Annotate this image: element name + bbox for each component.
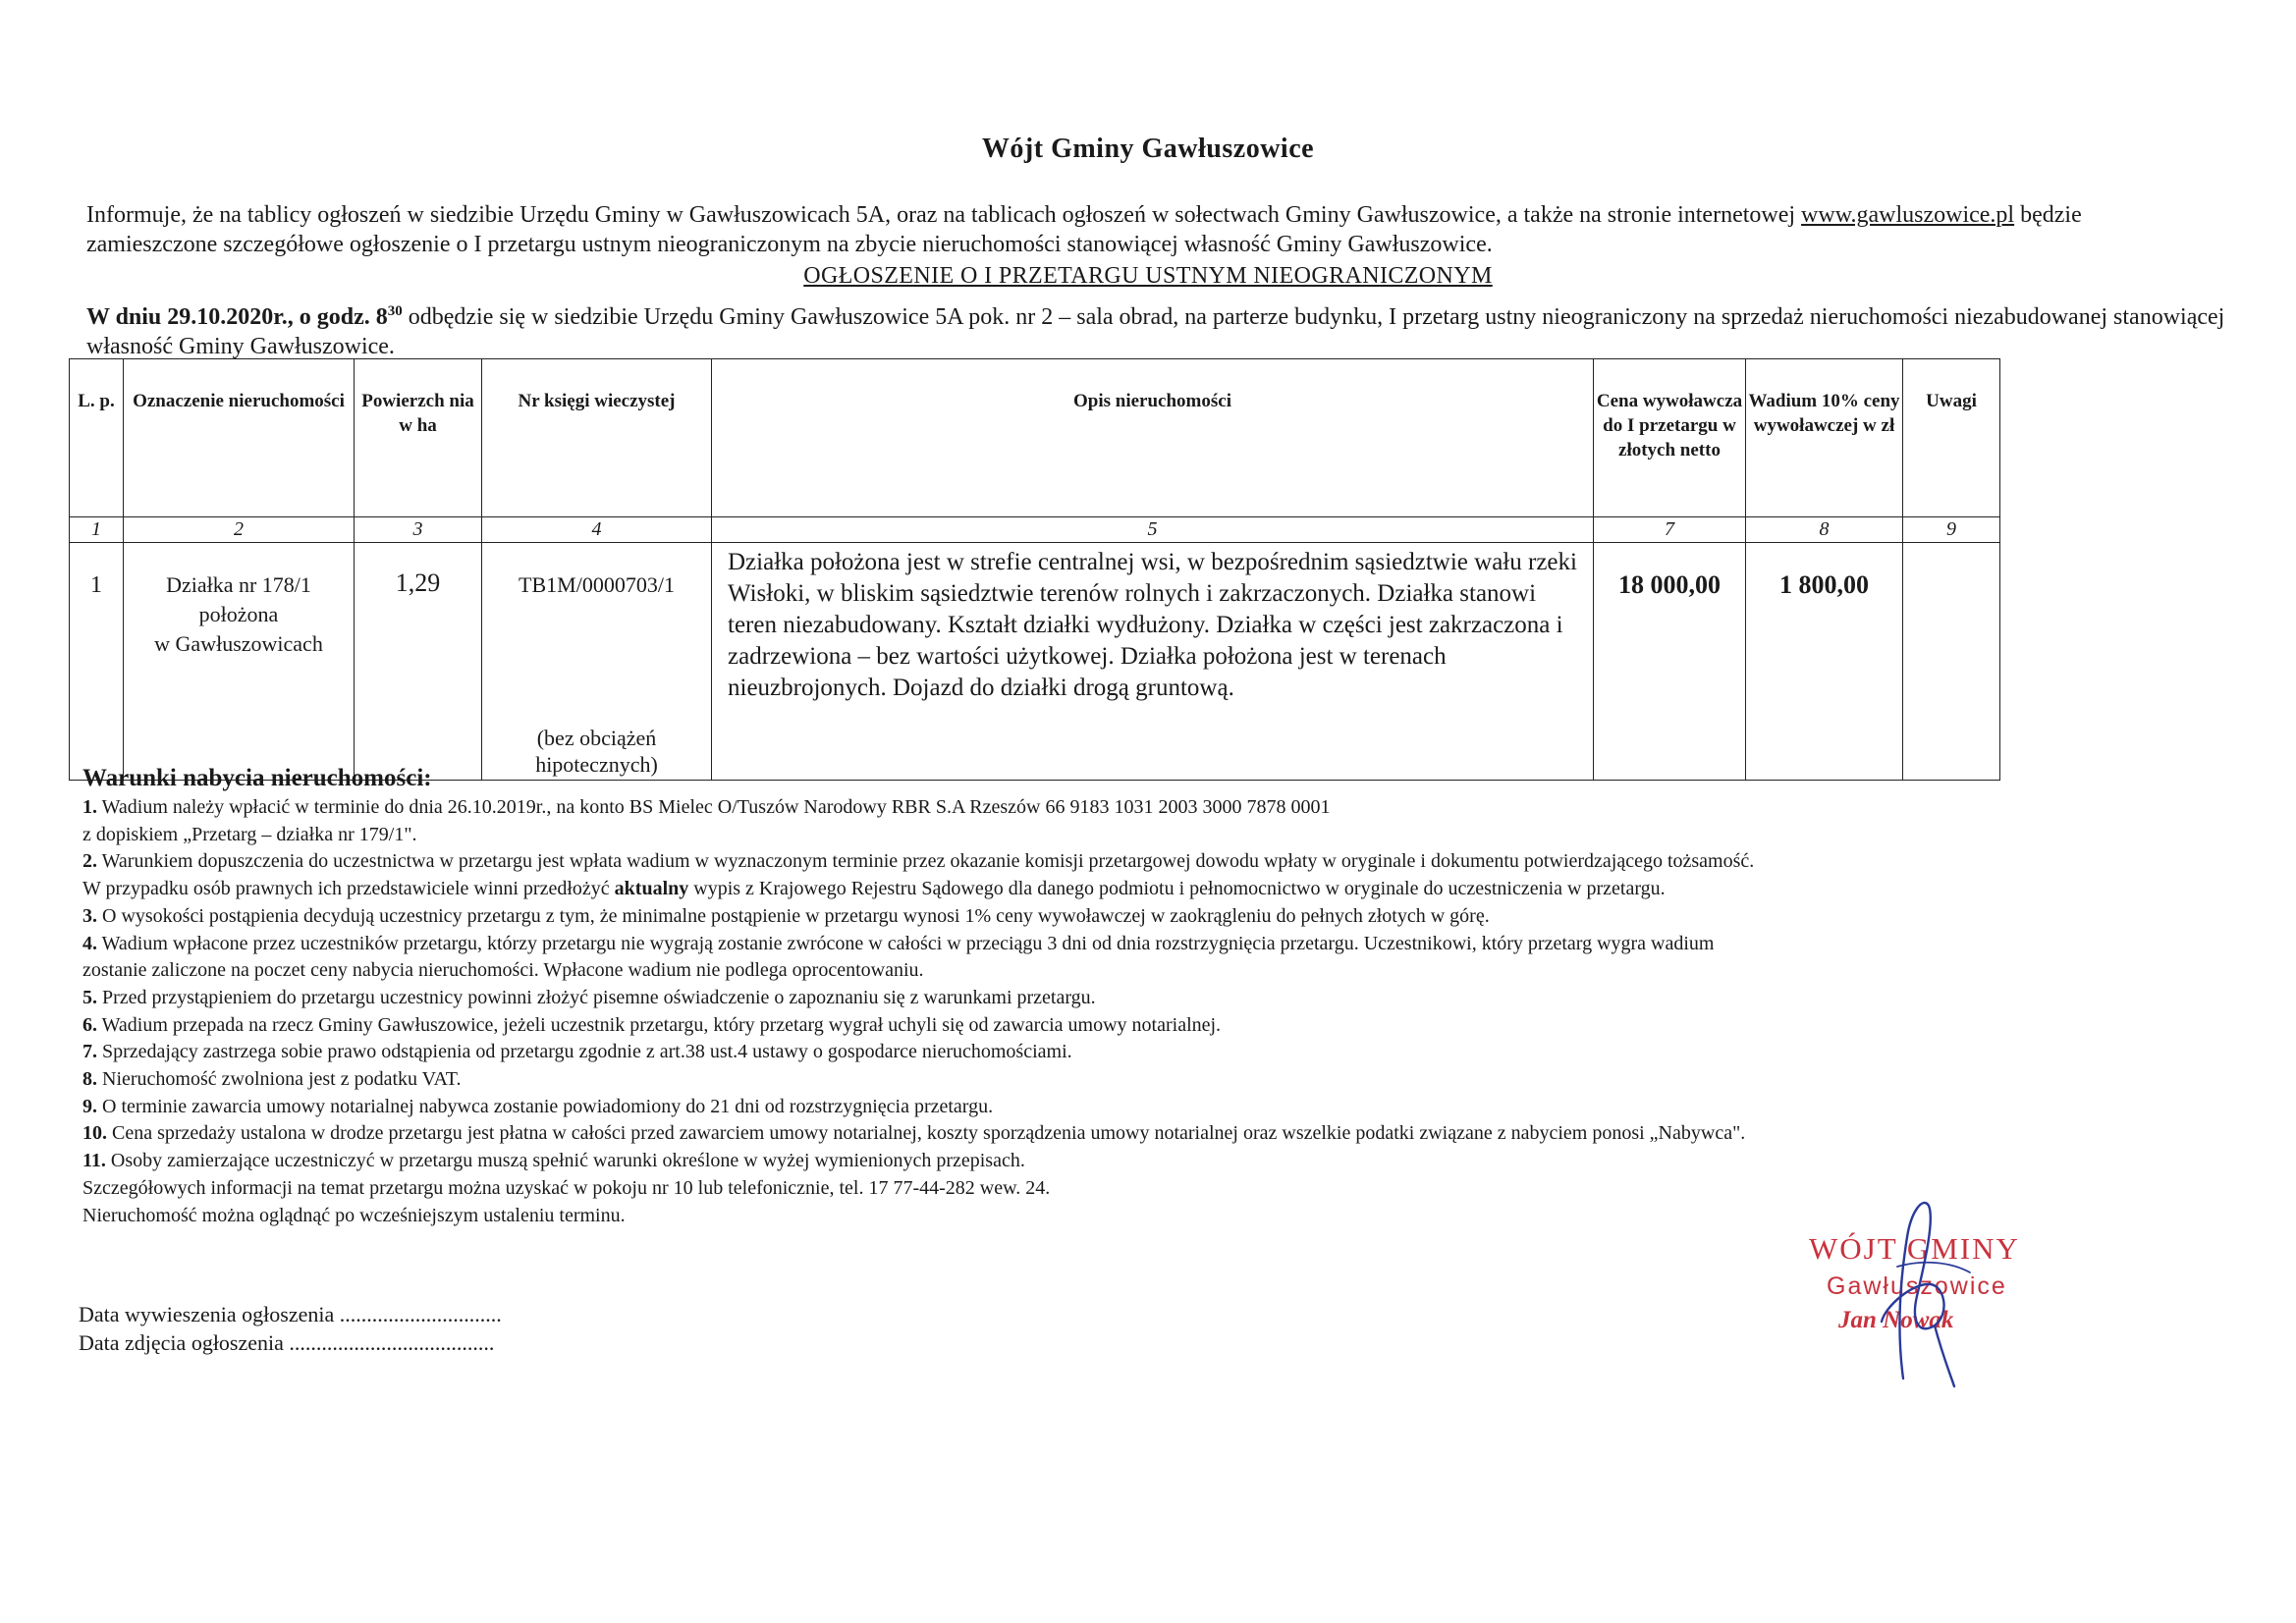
auction-info bbox=[86, 297, 2227, 361]
condition-item: 6. Wadium przepada na rzecz Gminy Gawłuszowice, jeżeli uczestnik przetargu, który przetarg wygrał uchyli się od zawarcia umowy notarialnej. bbox=[82, 1013, 1222, 1036]
intro-text-continued: będzie zamieszczone szczegółowe ogłoszenie o I przetargu ustnym nieograniczonym na zbycie nieruchomości stanowiącej własność Gminy Gawłuszowice. bbox=[86, 202, 2082, 257]
cell-opis: Działka położona jest w strefie centralnej wsi, w bezpośrednim sąsiedztwie wału rzeki Wisłoki, w bliskim sąsiedztwie terenów rolnych i zakrzaczonych. Działka stanowi teren niezabudowany. Kształt działki wydłużony. Działka w części jest zakrzaczona i zadrzewiona – bez wartości użytkowej. Działka położona jest w terenach nieuzbrojonych. Dojazd do działki drogą gruntową. bbox=[712, 543, 1594, 781]
header-kw: Nr księgi wieczystej bbox=[482, 359, 712, 517]
website-link[interactable]: www.gawluszowice.pl bbox=[1801, 202, 2015, 228]
header-uwagi: Uwagi bbox=[1903, 359, 2000, 517]
official-stamp bbox=[1787, 1168, 2082, 1394]
document-title: Wójt Gminy Gawłuszowice bbox=[981, 134, 1315, 164]
header-cena: Cena wywoławcza do I przetargu w złotych netto bbox=[1594, 359, 1746, 517]
table-row bbox=[70, 543, 2000, 781]
column-number-row bbox=[70, 517, 2000, 543]
intro-text: Informuje, że na tablicy ogłoszeń w siedzibie Urzędu Gminy w Gawłuszowicach 5A, oraz na tablicach ogłoszeń w sołectwach Gminy Gawłuszowice, a także na stronie internetowej bbox=[86, 202, 1796, 228]
cell-uwagi bbox=[1903, 543, 2000, 781]
encumbrance-note: (bez obciążeń hipotecznych) bbox=[535, 726, 658, 777]
header-oznaczenie: Oznaczenie nieruchomości bbox=[124, 359, 355, 517]
column-number: 1 bbox=[70, 517, 124, 543]
info-line: Szczegółowych informacji na temat przetargu można uzyskać w pokoju nr 10 lub telefonicznie, tel. 17 77-44-282 wew. 24. bbox=[82, 1176, 1051, 1199]
viewing-line: Nieruchomość można oglądnąć po wcześniejszym ustaleniu terminu. bbox=[82, 1204, 626, 1226]
removed-date-line: Data zdjęcia ogłoszenia ...................................... bbox=[79, 1330, 495, 1355]
condition-item-continued: zostanie zaliczone na poczet ceny nabycia nieruchomości. Wpłacone wadium nie podlega oprocentowaniu. bbox=[82, 959, 924, 982]
header-wadium: Wadium 10% ceny wywoławczej w zł bbox=[1746, 359, 1903, 517]
column-number: 2 bbox=[124, 517, 355, 543]
cell-oznaczenie bbox=[124, 543, 355, 781]
stamp-name: Jan Nowak bbox=[1838, 1307, 1954, 1333]
cell-cena: 18 000,00 bbox=[1594, 543, 1746, 781]
header-powierzchnia: Powierzch nia w ha bbox=[355, 359, 482, 517]
condition-item: 9. O terminie zawarcia umowy notarialnej nabywca zostanie powiadomiony do 21 dni od rozstrzygnięcia przetargu. bbox=[82, 1095, 994, 1117]
posted-date-line: Data wywieszenia ogłoszenia .............................. bbox=[79, 1302, 502, 1326]
column-number: 3 bbox=[355, 517, 482, 543]
column-number: 4 bbox=[482, 517, 712, 543]
cell-wadium: 1 800,00 bbox=[1746, 543, 1903, 781]
column-number: 5 bbox=[712, 517, 1594, 543]
condition-item: 1. Wadium należy wpłacić w terminie do dnia 26.10.2019r., na konto BS Mielec O/Tuszów Narodowy RBR S.A Rzeszów 66 9183 1031 2003 3000 7878 0001 bbox=[82, 796, 1331, 818]
condition-item: 11. Osoby zamierzające uczestniczyć w przetargu muszą spełnić warunki określone w wyżej wymienionych przepisach. bbox=[82, 1150, 1025, 1172]
property-table bbox=[69, 358, 2000, 781]
column-number: 8 bbox=[1746, 517, 1903, 543]
land-register-number: TB1M/0000703/1 bbox=[519, 572, 675, 597]
cell-lp: 1 bbox=[70, 543, 124, 781]
plot-place: w Gawłuszowicach bbox=[154, 631, 323, 656]
condition-item: 8. Nieruchomość zwolniona jest z podatku VAT. bbox=[82, 1068, 462, 1091]
header-opis: Opis nieruchomości bbox=[712, 359, 1594, 517]
condition-item: 4. Wadium wpłacone przez uczestników przetargu, którzy przetargu nie wygrają zostanie zwrócone w całości w przeciągu 3 dni od dnia rozstrzygnięcia przetargu. Uczestnikowi, który przetarg wygra wadium bbox=[82, 932, 1715, 954]
condition-item: 7. Sprzedający zastrzega sobie prawo odstąpienia od przetargu zgodnie z art.38 ust.4 ustawy o gospodarce nieruchomościami. bbox=[82, 1041, 1072, 1063]
column-number: 7 bbox=[1594, 517, 1746, 543]
plot-number: Działka nr 178/1 bbox=[166, 572, 311, 597]
stamp-municipality: Gawłuszowice bbox=[1827, 1272, 2007, 1300]
plot-located: położona bbox=[198, 602, 279, 626]
header-lp: L. p. bbox=[70, 359, 124, 517]
conditions-section bbox=[82, 764, 2243, 1229]
intro-paragraph bbox=[86, 200, 2109, 259]
posting-dates bbox=[79, 1300, 502, 1357]
condition-item: 10. Cena sprzedaży ustalona w drodze przetargu jest płatna w całości przed zawarciem umowy notarialnej, koszty sporządzenia umowy notarialnej oraz wszelkie podatki związane z nabyciem ponosi „Nabywca". bbox=[82, 1122, 1746, 1145]
table-header-row bbox=[70, 359, 2000, 517]
condition-item: 3. O wysokości postąpienia decydują uczestnicy przetargu z tym, że minimalne postąpienie w przetargu wynosi 1% ceny wywoławczej w zaokrągleniu do pełnych złotych w górę. bbox=[82, 904, 1490, 927]
conditions-heading: Warunki nabycia nieruchomości: bbox=[82, 765, 432, 791]
condition-item-continued: z dopiskiem „Przetarg – działka nr 179/1". bbox=[82, 823, 417, 845]
column-number: 9 bbox=[1903, 517, 2000, 543]
condition-item: 2. Warunkiem dopuszczenia do uczestnictwa w przetargu jest wpłata wadium w wyznaczonym terminie przez okazanie komisji przetargowej dowodu wpłaty w oryginale i dokumentu potwierdzającego tożsamość. bbox=[82, 850, 1755, 873]
cell-powierzchnia: 1,29 bbox=[355, 543, 482, 781]
auction-text: odbędzie się w siedzibie Urzędu Gminy Gawłuszowice 5A pok. nr 2 – sala obrad, na parterze budynku, I przetarg ustny nieograniczony na sprzedaż nieruchomości niezabudowanej stanowiącej własność Gminy Gawłuszowice. bbox=[86, 304, 2225, 359]
announcement-title: OGŁOSZENIE O I PRZETARGU USTNYM NIEOGRANICZONYM bbox=[803, 263, 1493, 289]
condition-item-continued: W przypadku osób prawnych ich przedstawiciele winni przedłożyć aktualny wypis z Krajowego Rejestru Sądowego dla danego podmiotu i pełnomocnictwo w oryginale do uczestniczenia w przetargu. bbox=[82, 878, 1666, 900]
cell-kw bbox=[482, 543, 712, 781]
condition-item: 5. Przed przystąpieniem do przetargu uczestnicy powinni złożyć pisemne oświadczenie o zapoznaniu się z warunkami przetargu. bbox=[82, 986, 1096, 1008]
handwritten-signature bbox=[1787, 1168, 2082, 1394]
stamp-title: WÓJT GMINY bbox=[1809, 1231, 2020, 1266]
auction-date: W dniu 29.10.2020r., o godz. $8^{30}$ bbox=[86, 303, 403, 330]
